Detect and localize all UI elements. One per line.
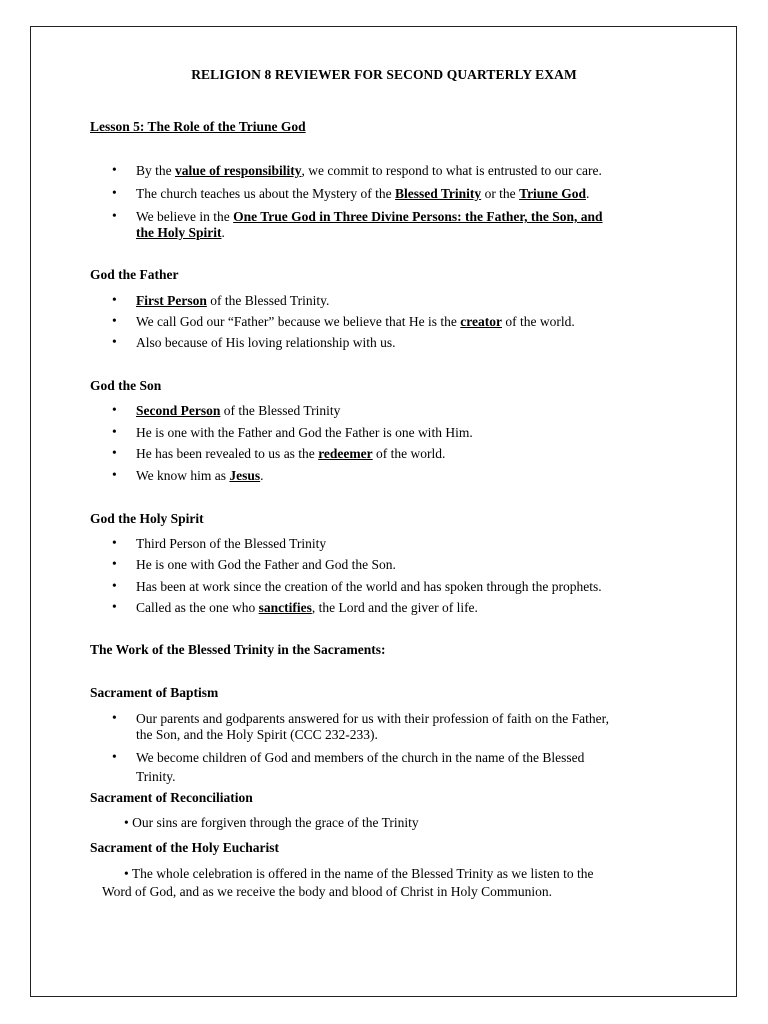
bullet-marker: • xyxy=(112,578,117,593)
section-heading-baptism: Sacrament of Baptism xyxy=(90,685,219,700)
eucharist-line-1: • The whole celebration is offered in the name of the Blessed Trinity as we listen to the xyxy=(124,866,594,881)
bullet-marker: • xyxy=(112,445,117,460)
bullet-marker: • xyxy=(112,185,117,200)
bullet-marker: • xyxy=(112,749,117,764)
father-bullet-1: First Person of the Blessed Trinity. xyxy=(136,293,330,308)
bullet-marker: • xyxy=(112,292,117,307)
bullet-marker: • xyxy=(112,208,117,223)
spirit-bullet-4: Called as the one who sanctifies, the Lord and the giver of life. xyxy=(136,600,478,615)
baptism-bullet-2-line-2: Trinity. xyxy=(136,769,176,784)
spirit-bullet-1: Third Person of the Blessed Trinity xyxy=(136,536,327,551)
eucharist-line-2: Word of God, and as we receive the body and blood of Christ in Holy Communion. xyxy=(102,884,552,899)
baptism-bullet-1-line-2: the Son, and the Holy Spirit (CCC 232-233). xyxy=(136,727,378,742)
son-bullet-4: We know him as Jesus. xyxy=(136,468,264,483)
intro-bullet-1: By the value of responsibility, we commit to respond to what is entrusted to our care. xyxy=(136,163,602,178)
section-heading-son: God the Son xyxy=(90,378,162,393)
bullet-marker: • xyxy=(112,424,117,439)
baptism-bullet-2-line-1: We become children of God and members of the church in the name of the Blessed xyxy=(136,750,585,765)
father-bullet-2: We call God our “Father” because we believe that He is the creator of the world. xyxy=(136,314,575,329)
intro-bullet-3-line-1: We believe in the One True God in Three Divine Persons: the Father, the Son, and xyxy=(136,209,603,224)
bullet-marker: • xyxy=(112,710,117,725)
lesson-heading: Lesson 5: The Role of the Triune God xyxy=(90,119,306,134)
bullet-marker: • xyxy=(112,556,117,571)
son-bullet-2: He is one with the Father and God the Father is one with Him. xyxy=(136,425,473,440)
intro-bullet-3-line-2: the Holy Spirit. xyxy=(136,225,225,240)
section-heading-reconciliation: Sacrament of Reconciliation xyxy=(90,790,253,805)
section-heading-sacraments: The Work of the Blessed Trinity in the Sacraments: xyxy=(90,642,386,657)
bullet-marker: • xyxy=(112,402,117,417)
son-bullet-3: He has been revealed to us as the redeemer of the world. xyxy=(136,446,446,461)
baptism-bullet-1-line-1: Our parents and godparents answered for us with their profession of faith on the Father, xyxy=(136,711,609,726)
section-heading-father: God the Father xyxy=(90,267,179,282)
bullet-marker: • xyxy=(112,599,117,614)
intro-bullet-2: The church teaches us about the Mystery of the Blessed Trinity or the Triune God. xyxy=(136,186,590,201)
document-title: RELIGION 8 REVIEWER FOR SECOND QUARTERLY EXAM xyxy=(191,67,577,82)
section-heading-spirit: God the Holy Spirit xyxy=(90,511,204,526)
son-bullet-1: Second Person of the Blessed Trinity xyxy=(136,403,341,418)
spirit-bullet-3: Has been at work since the creation of the world and has spoken through the prophets. xyxy=(136,579,602,594)
bullet-marker: • xyxy=(112,313,117,328)
bullet-marker: • xyxy=(112,535,117,550)
bullet-marker: • xyxy=(112,334,117,349)
bullet-marker: • xyxy=(112,467,117,482)
section-heading-eucharist: Sacrament of the Holy Eucharist xyxy=(90,840,279,855)
bullet-marker: • xyxy=(112,162,117,177)
father-bullet-3: Also because of His loving relationship with us. xyxy=(136,335,396,350)
reconciliation-bullet-1: • Our sins are forgiven through the grace of the Trinity xyxy=(124,815,419,830)
spirit-bullet-2: He is one with God the Father and God the Son. xyxy=(136,557,396,572)
